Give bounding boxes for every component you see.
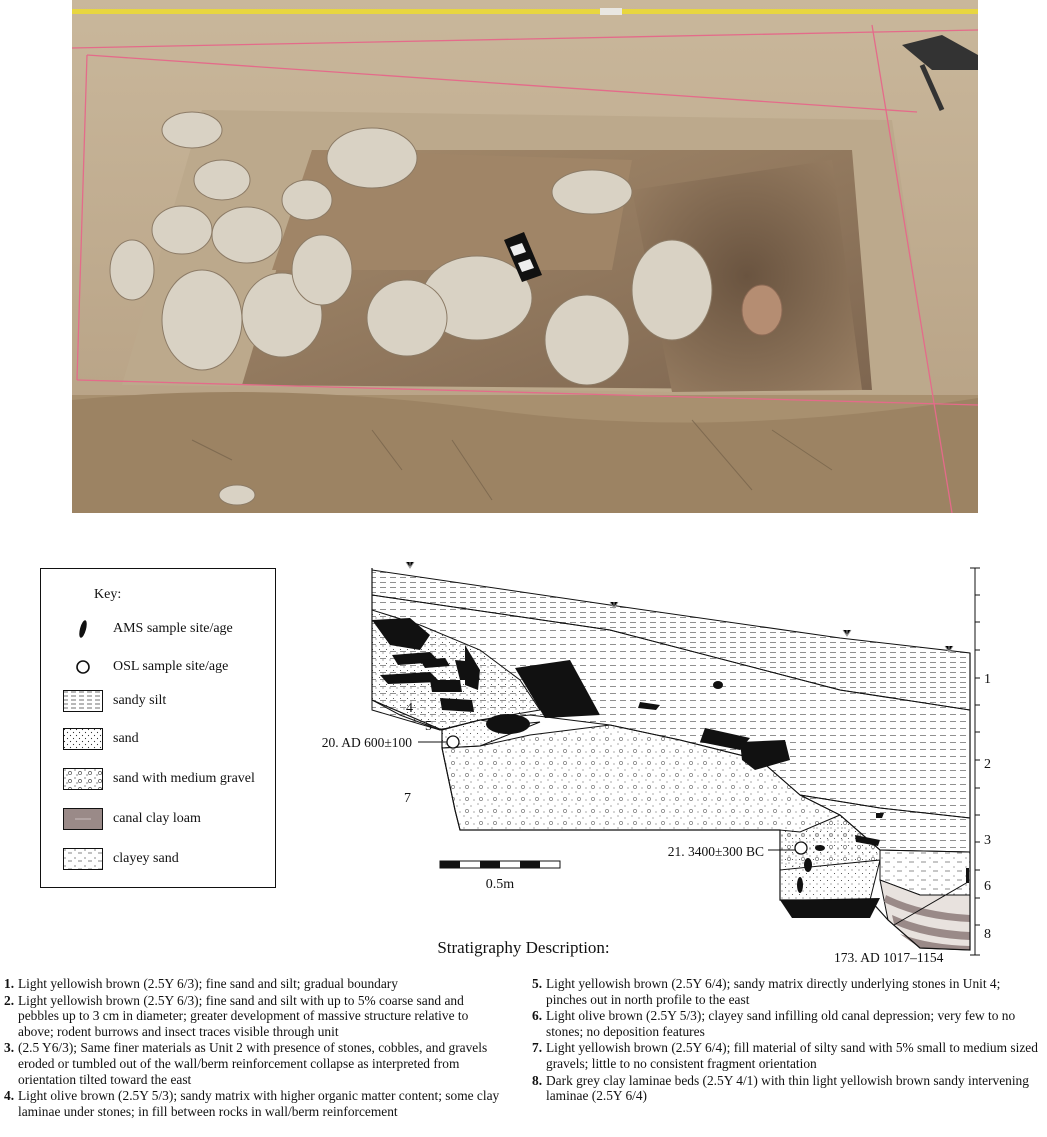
osl-marker-20: [447, 736, 459, 748]
osl-marker-21: [795, 842, 807, 854]
description-item: 6. Light olive brown (2.5Y 5/3); clayey sand infilling old canal depression; very few to no stones; no deposition features: [532, 1008, 1016, 1039]
sand-swatch: [63, 728, 103, 750]
unit-label-1: 1: [984, 672, 991, 687]
description-item: 3. (2.5 Y6/3); Same finer materials as Unit 2 with presence of stones, cobbles, and gravels eroded or tumbled out of the wall/berm reinforcement collapse as interpreted from orientation tilted toward the east: [4, 1040, 488, 1087]
description-item: 7. Light yellowish brown (2.5Y 6/4); fill material of silty sand with 5% small to medium sized gravels; little to no consistent fragment orientation: [532, 1040, 1038, 1071]
legend-item-osl: [63, 655, 228, 679]
legend-item-clayey-sand: [63, 847, 179, 871]
unit-label-2: 2: [984, 757, 991, 772]
unit-label-3: 3: [984, 833, 991, 848]
legend-label-gravel: sand with medium gravel: [113, 771, 255, 786]
legend-item-clay-loam: [63, 807, 201, 831]
legend-title: Key:: [94, 587, 122, 602]
sandy-silt-swatch: [63, 690, 103, 712]
description-item: 2. Light yellowish brown (2.5Y 6/3); fine sand and silt with up to 5% coarse sand and pebbles up to 3 cm in diameter; greater development of massive structure relative to above; rodent burrows and insect traces visible through unit: [4, 992, 469, 1039]
osl-marker-icon: [63, 656, 103, 678]
legend-box: [40, 568, 276, 888]
clayey-sand-swatch: [63, 848, 103, 870]
scale-bar: [440, 861, 560, 892]
sample-label-21: 21. 3400±300 BC: [667, 844, 764, 859]
unit-label-4: 4: [406, 701, 413, 716]
unit-label-7: 7: [404, 791, 411, 806]
legend-label-sandy-silt: sandy silt: [113, 693, 167, 708]
scale-bar-label: 0.5m: [485, 877, 515, 892]
legend-item-gravel: [63, 767, 255, 791]
excavation-photo: [72, 0, 978, 513]
legend-label-ams: AMS sample site/age: [113, 621, 233, 636]
legend-item-ams: [63, 617, 233, 641]
clay-loam-swatch: [63, 808, 103, 830]
sample-label-20: 20. AD 600±100: [321, 735, 412, 750]
ams-marker-icon: [63, 618, 103, 640]
unit-label-6: 6: [984, 879, 991, 894]
legend-label-clay-loam: canal clay loam: [113, 811, 201, 826]
unit-label-8: 8: [984, 927, 991, 942]
description-list-left: [4, 976, 504, 1120]
description-item: 5. Light yellowish brown (2.5Y 6/4); sandy matrix directly underlying stones in Unit 4; pinches out in north profile to the east: [532, 976, 1001, 1007]
description-item: 4. Light olive brown (2.5Y 5/3); sandy matrix with higher organic matter content; some clay laminae under stones; in fill between rocks in wall/berm reinforcement: [4, 1088, 500, 1119]
sample-label-173: 173. AD 1017–1154: [834, 950, 944, 965]
unit-label-5: 5: [425, 719, 432, 734]
legend-label-sand: sand: [113, 731, 139, 746]
stratigraphic-section: [280, 550, 1047, 970]
description-item: 1. Light yellowish brown (2.5Y 6/3); fine sand and silt; gradual boundary: [4, 976, 398, 991]
gravel-swatch: [63, 768, 103, 790]
description-list-right: [532, 976, 1044, 1105]
legend-label-clayey-sand: clayey sand: [113, 851, 179, 866]
legend-label-osl: OSL sample site/age: [113, 659, 229, 674]
legend-item-sandy-silt: [63, 689, 166, 713]
description-item: 8. Dark grey clay laminae beds (2.5Y 4/1) with thin light yellowish brown sandy intervening laminae (2.5Y 6/4): [532, 1072, 1029, 1104]
stratigraphy-caption: Stratigraphy Description:: [437, 938, 610, 957]
legend-item-sand: [63, 727, 139, 751]
